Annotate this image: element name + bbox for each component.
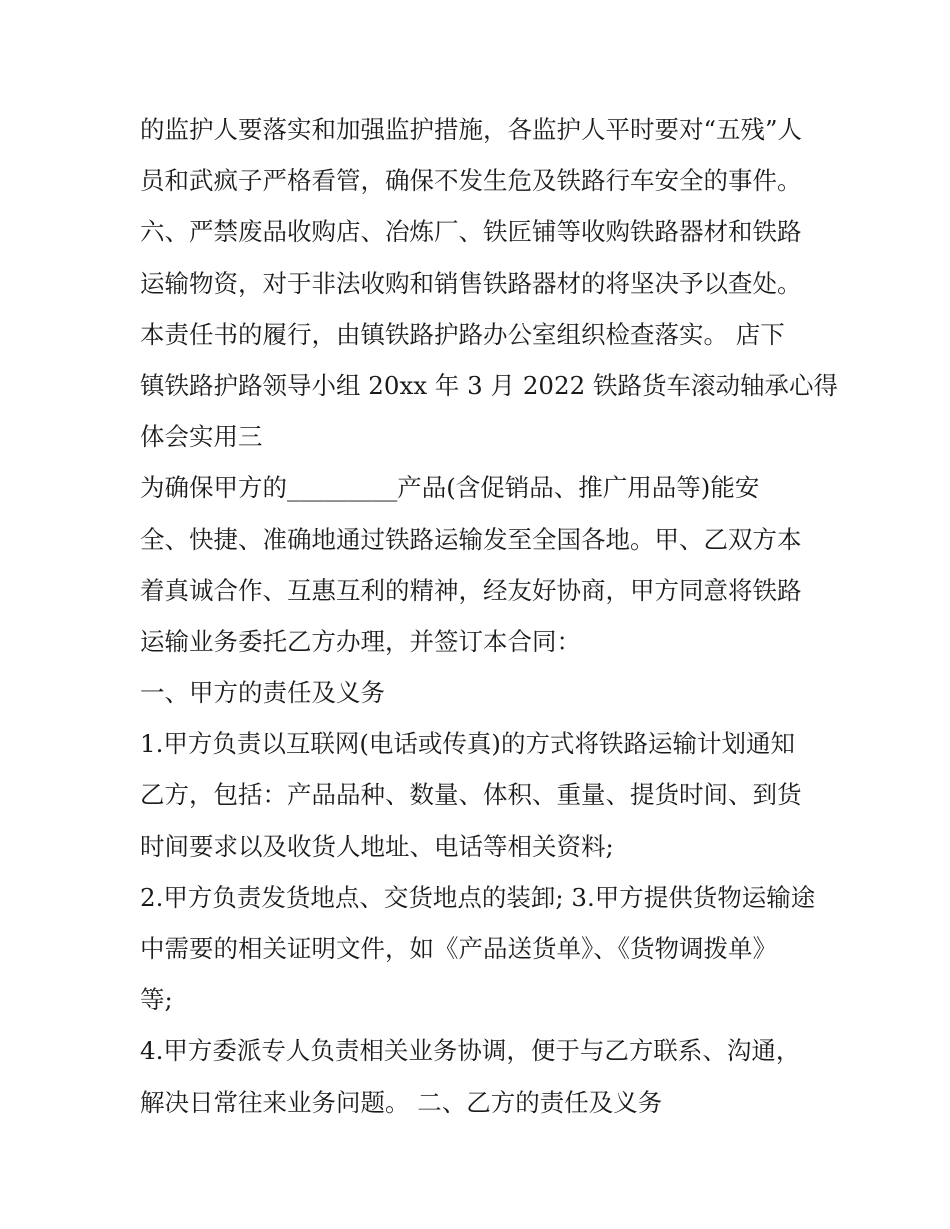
text-line: 2.甲方负责发货地点、交货地点的装卸; 3.甲方提供货物运输途 [140, 882, 816, 912]
text-line: 的监护人要落实和加强监护措施，各监护人平时要对“五残”人 [140, 115, 803, 144]
text-line: 本责任书的履行，由镇铁路护路办公室组织检查落实。 店下 [140, 319, 785, 349]
text-line: 着真诚合作、互惠互利的精神，经友好协商，甲方同意将铁路 [140, 575, 802, 605]
text-line: 为确保甲方的_________产品(含促销品、推广用品等)能安 [140, 473, 760, 503]
text-line: 解决日常往来业务问题。 二、乙方的责任及义务 [140, 1087, 663, 1117]
text-line: 乙方，包括：产品品种、数量、体积、重量、提货时间、到货 [140, 780, 802, 810]
text-line: 员和武疯子严格看管，确保不发生危及铁路行车安全的事件。 [140, 166, 802, 196]
text-line: 六、严禁废品收购店、冶炼厂、铁匠铺等收购铁路器材和铁路 [140, 217, 802, 247]
section-heading: 一、甲方的责任及义务 [140, 678, 385, 708]
text-line: 运输物资，对于非法收购和销售铁路器材的将坚决予以查处。 [140, 268, 802, 298]
text-line: 镇铁路护路领导小组 20xx 年 3 月 2022 铁路货车滚动轴承心得 [140, 370, 838, 400]
text-line: 1.甲方负责以互联网(电话或传真)的方式将铁路运输计划通知 [140, 729, 795, 759]
text-line: 时间要求以及收货人地址、电话等相关资料; [140, 831, 614, 861]
document-body [140, 104, 838, 1128]
text-line: 全、快捷、准确地通过铁路运输发至全国各地。甲、乙双方本 [140, 524, 802, 554]
text-line: 体会实用三 [140, 422, 263, 452]
text-line: 运输业务委托乙方办理，并签订本合同： [140, 626, 581, 656]
text-line: 4.甲方委派专人负责相关业务协调，便于与乙方联系、沟通， [140, 1036, 801, 1066]
text-line: 等; [140, 985, 173, 1015]
text-line: 中需要的相关证明文件，如《产品送货单》、《货物调拨单》 [140, 934, 777, 963]
